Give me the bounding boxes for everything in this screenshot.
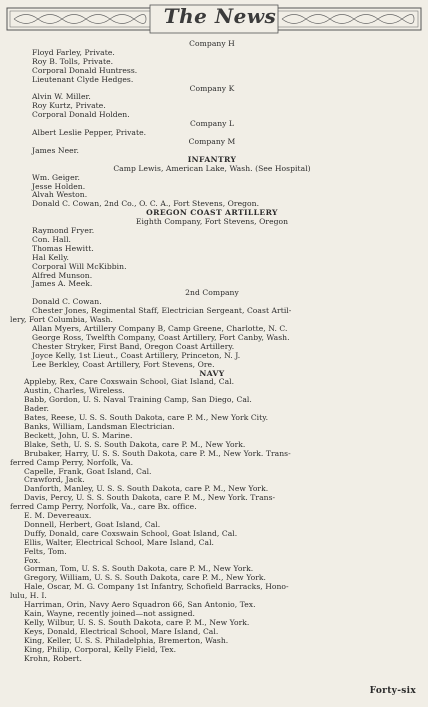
roster-line: Babb, Gordon, U. S. Naval Training Camp, San Diego, Cal. [24, 395, 252, 405]
roster-line: Appleby, Rex, Care Coxswain School, Giat Island, Cal. [24, 377, 235, 387]
roster-line: Danforth, Manley, U. S. S. South Dakota, care P. M., New York. [24, 484, 269, 494]
roster-line: Hal Kelly. [32, 252, 70, 262]
roster-line: Chester Stryker, First Band, Oregon Coast Artillery. [32, 341, 235, 351]
roster-line: Floyd Farley, Private. [32, 47, 115, 57]
roster-line: Thomas Hewitt. [32, 243, 94, 253]
roster-line: Chester Jones, Regimental Staff, Electrician Sergeant, Coast Artil- [32, 306, 292, 316]
roster-line: Harriman, Orin, Navy Aero Squadron 66, San Antonio, Tex. [24, 600, 256, 610]
section-heading: OREGON COAST ARTILLERY [146, 208, 278, 218]
roster-line: Albert Leslie Pepper, Private. [32, 128, 147, 138]
roster-line: James A. Meek. [32, 279, 93, 289]
section-heading: Company L [189, 119, 235, 129]
roster-line: Donald C. Cowan. [32, 297, 102, 307]
roster-line: Kain, Wayne, recently joined—not assigned. [24, 609, 195, 618]
roster-line: E. M. Devereaux. [24, 511, 92, 521]
roster-line: lery, Fort Columbia, Wash. [10, 315, 113, 325]
section-heading: 2nd Company [185, 288, 239, 298]
roster-line: King, Philip, Corporal, Kelly Field, Tex. [24, 644, 177, 654]
roster-line: Beckett, John, U. S. Marine. [24, 430, 133, 440]
roster-text [10, 40, 414, 663]
roster-line: Austin, Charles, Wireless. [24, 386, 125, 396]
roster-line: Bates, Reese, U. S. S. South Dakota, care P. M., New York City. [24, 413, 269, 423]
roster-line: Davis, Percy, U. S. S. South Dakota, care P. M., New York. Trans- [24, 493, 276, 503]
roster-line: Brubaker, Harry, U. S. S. South Dakota, care P. M., New York. Trans- [24, 448, 291, 458]
roster-line: Corporal Will McKibbin. [32, 261, 127, 271]
roster-line: Raymond Fryer. [32, 226, 95, 236]
roster-line: James Neer. [32, 145, 79, 155]
roster-line: Felts, Tom. [24, 546, 67, 556]
roster-line: Joyce Kelly, 1st Lieut., Coast Artillery, Princeton, N. J. [32, 350, 241, 360]
roster-line: Banks, William, Landsman Electrician. [24, 421, 175, 431]
roster-line: George Ross, Twelfth Company, Coast Artillery, Fort Canby, Wash. [32, 332, 290, 342]
section-heading: Company M [188, 136, 236, 146]
roster-line: Alfred Munson. [32, 270, 93, 280]
section-heading: Company H [189, 39, 235, 48]
page-title: The News [163, 4, 277, 28]
roster-line: Keys, Donald, Electrical School, Mare Island, Cal. [24, 626, 219, 636]
roster-line: Lieutenant Clyde Hedges. [32, 74, 134, 84]
roster-line: lulu, H. I. [10, 591, 47, 601]
roster-line: Corporal Donald Holden. [32, 110, 130, 120]
section-heading: Eighth Company, Fort Stevens, Oregon [135, 217, 289, 227]
page-number: Forty-six [369, 686, 416, 696]
section-heading: NAVY [199, 368, 225, 378]
roster-line: Blake, Seth, U. S. S. South Dakota, care P. M., New York. [24, 439, 246, 449]
roster-line: King, Keller, U. S. S. Philadelphia, Bremerton, Wash. [24, 635, 229, 645]
roster-line: Allan Myers, Artillery Company B, Camp Greene, Charlotte, N. C. [32, 324, 288, 333]
roster-line: Bader. [24, 404, 49, 414]
roster-line: Donnell, Herbert, Goat Island, Cal. [24, 519, 161, 529]
page-header [6, 2, 422, 34]
roster-line: Donald C. Cowan, 2nd Co., O. C. A., Fort Stevens, Oregon. [32, 199, 260, 209]
roster-line: Corporal Donald Huntress. [32, 65, 138, 75]
roster-line: Capelle, Frank, Goat Island, Cal. [24, 466, 152, 476]
roster-line: Alvah Weston. [32, 190, 88, 200]
roster-line: Hale, Oscar, M. G. Company 1st Infantry, Schofield Barracks, Hono- [24, 582, 289, 592]
roster-line: Krohn, Robert. [24, 653, 82, 663]
section-heading: INFANTRY [187, 154, 237, 164]
roster-line: Roy B. Tolls, Private. [32, 56, 114, 66]
roster-line: Gregory, William, U. S. S. South Dakota, care P. M., New York. [24, 573, 267, 583]
roster-line: Alvin W. Miller. [32, 92, 91, 102]
roster-line: Wm. Geiger. [32, 172, 80, 182]
roster-line: ferred Camp Perry, Norfolk, Va. [10, 457, 134, 467]
roster-line: Kelly, Wilbur, U. S. S. South Dakota, care P. M., New York. [24, 617, 250, 627]
roster-line: Duffy, Donald, care Coxswain School, Goat Island, Cal. [24, 528, 238, 538]
roster-line: Con. Hall. [32, 234, 72, 244]
roster-line: Ellis, Walter, Electrical School, Mare Island, Cal. [24, 537, 215, 547]
roster-line: Gorman, Tom, U. S. S. South Dakota, care P. M., New York. [24, 564, 254, 574]
section-heading: Company K [189, 83, 235, 93]
roster-line: Fox. [24, 555, 41, 565]
roster-line: ferred Camp Perry, Norfolk, Va., care Bx. office. [10, 502, 197, 512]
section-heading: Camp Lewis, American Lake, Wash. (See Hospital) [113, 163, 311, 173]
roster-line: Jesse Holden. [32, 181, 86, 191]
roster-line: Crawford, Jack. [24, 475, 85, 485]
roster-line: Roy Kurtz, Private. [32, 101, 106, 111]
roster-line: Lee Berkley, Coast Artillery, Fort Stevens, Ore. [32, 359, 215, 369]
